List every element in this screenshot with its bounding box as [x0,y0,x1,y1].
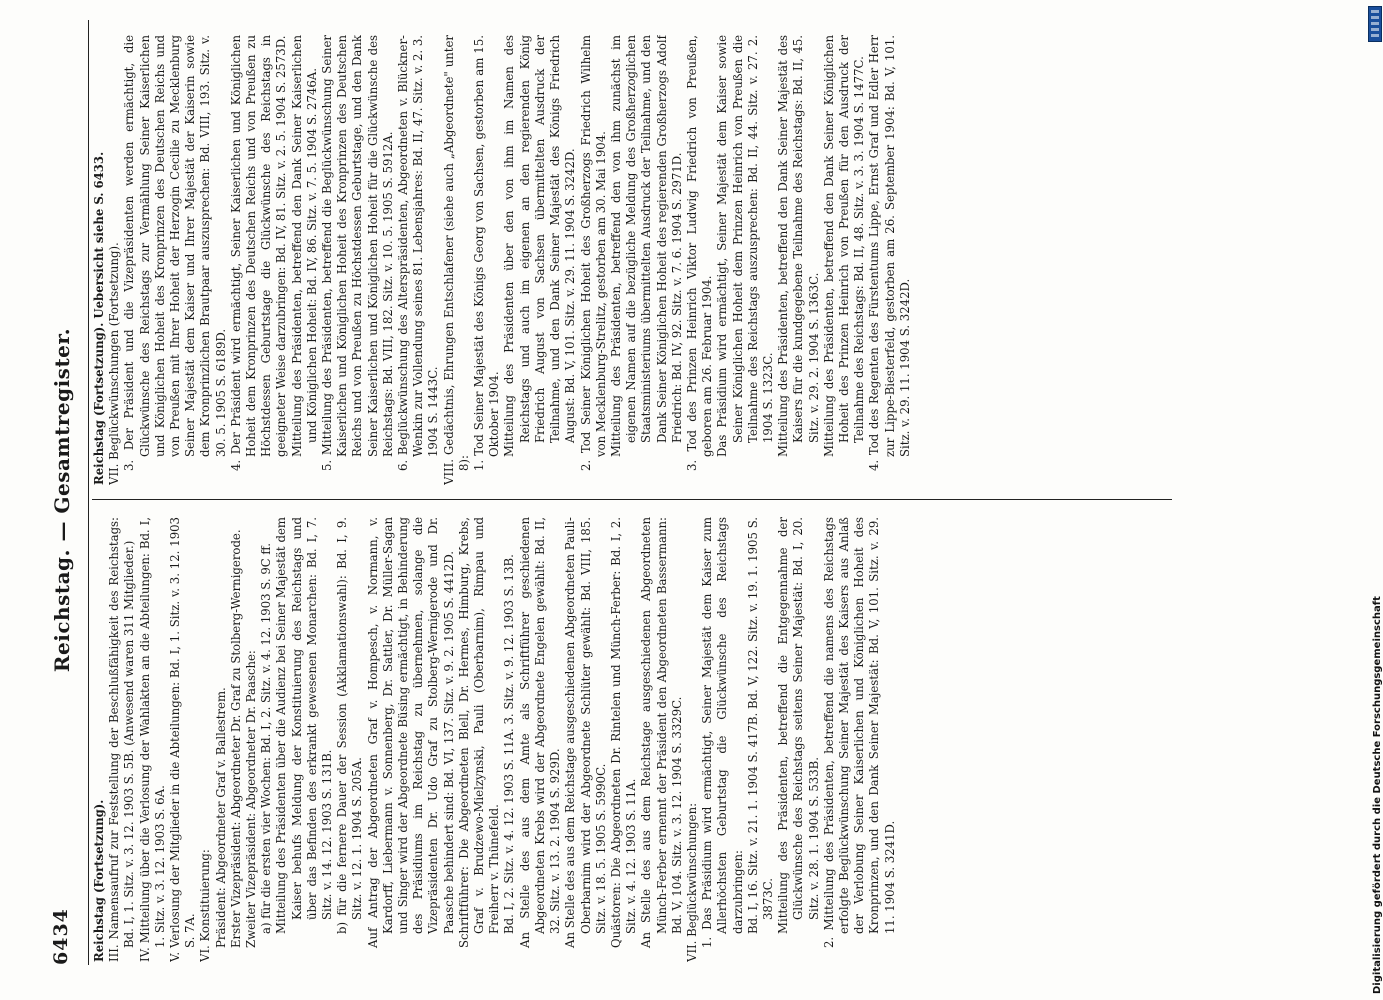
left-entry: Mitteilung des Präsidenten, betreffend die Entgegennahme der Glückwünsche des Reichstags seitens Seiner Majestät: Bd. I, 20. Sitz. v. 28. 1. 1904 S. 533B. [776,517,821,934]
right-entry: 1. Tod Seiner Majestät des Königs Georg von Sachsen, gestorben am 15. Oktober 1904. [472,35,502,471]
left-entry: An Stelle des aus dem Reichstage ausgeschiedenen Abgeordneten Münch-Ferber ernennt der Präsident den Abgeordneten Bassermann: Bd. V, 104. Sitz. v. 3. 12. 1904 S. 3329C. [639,517,684,948]
right-entry: 4. Tod des Regenten des Fürstentums Lippe, Ernst Graf und Edler Herr zur Lippe-Biesterfeld, gestorben am 26. September 1904: Bd. V, 101. Sitz. v. 29. 11. 1904 S. 3242D. [867,35,912,471]
left-entry: Präsident: Abgeordneter Graf v. Ballestrem. [213,687,228,948]
digitization-credit: Digitalisierung gefördert durch die Deutsche Forschungsgemeinschaft [1372,596,1383,994]
right-entry: Mitteilung des Präsidenten über den von ihm im Namen des Reichstags und auch im eigenen an den regierenden König Friedrich August von Sachsen übermittelten Ausdruck der Teilnahme, und den Dank Seiner Majestät des Königs Friedrich August: Bd. V, 101. Sitz. v. 29. 11. 1904 S. 3242D. [502,35,578,457]
left-entry: III. Namensaufruf zur Feststellung der Beschlußfähigkeit des Reichstags: Bd. I, 1. Sitz. v. 3. 12. 1903 S. 5B. (Anwesend waren 311 Mitglieder.) [107,517,137,962]
left-entry: b) für die fernere Dauer der Session (Akklamationswahl): Bd. I, 9. Sitz. v. 12. 1. 1904 S. 205A. [335,517,365,934]
left-entry: Bd. I, 16. Sitz. v. 21. 1. 1904 S. 417B. Bd. V, 122. Sitz. v. 19. 1. 1905 S. 3873C. [745,517,775,934]
left-entry: Quästoren: Die Abgeordneten Dr. Rintelen und Münch-Ferber: Bd. I, 2. Sitz. v. 4. 12. 1903 S. 11A. [608,517,639,948]
right-entry: 3. Tod des Prinzen Heinrich Viktor Ludwig Friedrich von Preußen, geboren am 26. Februar 1904. [684,35,715,471]
right-entry: 2. Tod Seiner Königlichen Hoheit des Großherzogs Friedrich Wilhelm von Mecklenburg-Strelitz, gestorben am 30. Mai 1904. [578,35,608,471]
right-column [92,35,1182,485]
right-entry: Mitteilung des Präsidenten, betreffend den Dank Seiner Kaiserlichen und Königlichen Hoheit: Bd. IV, 86. Sitz. v. 7. 5. 1904 S. 2746A. [289,35,319,457]
column-divider [92,499,1172,500]
right-entry: 4. Der Präsident wird ermächtigt, Seiner Kaiserlichen und Königlichen Hoheit dem Kronprinzen des Deutschen Reichs und von Preußen zu Höchstdessen Geburtstage die Glückwünsche des Reichstags in geeigneter Weise darzubringen: Bd. IV, 81. Sitz. v. 2. 5. 1904 S. 2573D. [228,35,289,471]
right-entry: VIII. Gedächtnis, Ehrungen Entschlafener (siehe auch „Abgeordnete" unter 8): [441,35,471,485]
left-column [92,517,1182,962]
right-entry: 3. Der Präsident und die Vizepräsidenten werden ermächtigt, die Glückwünsche des Reichstags zur Vermählung Seiner Kaiserlichen und Königlichen Hoheit des Kronprinzen des Deutschen Reichs und von Preußen mit Ihrer Hoheit der Herzogin Cecilie zu Mecklenburg Seiner Majestät dem Kaiser und Ihrer Majestät der Kaiserin sowie dem Kronprinzlichen Brautpaar auszusprechen: Bd. VIII, 193. Sitz. v. 30. 5. 1905 S. 6189D. [122,35,228,471]
left-entry: VI. Konstituierung: [198,849,213,962]
left-entry: Mitteilung des Präsidenten über die Audienz bei Seiner Majestät dem Kaiser behufs Meldung der Konstituierung des Reichstags und über das Befinden des erkrankt gewesenen Monarchen: Bd. I, 7. Sitz. v. 14. 12. 1903 S. 131B. [274,517,335,934]
left-entry: a) für die ersten vier Wochen: Bd. I, 2. Sitz. v. 4. 12. 1903 S. 9C ff. [259,542,274,934]
header-rule [88,20,89,965]
left-entry: An Stelle des aus dem Amte als Schriftführer geschiedenen Abgeordneten Krebs wird der Abgeordnete Engelen gewählt: Bd. II, 32. Sitz. v. 13. 2. 1904 S. 929D. [517,517,563,948]
left-entry: Zweiter Vizepräsident: Abgeordneter Dr. Paasche: [244,650,259,948]
left-entry: 1. Das Präsidium wird ermächtigt, Seiner Majestät dem Kaiser zum Allerhöchsten Geburtstag die Glückwünsche des Reichstags darzubringen: [700,517,745,948]
right-entry: VII. Beglückwünschungen (Fortsetzung). [107,242,122,485]
page-title: Reichstag. — Gesamtregister. [50,327,74,673]
left-entry: An Stelle des aus dem Reichstage ausgeschiedenen Abgeordneten Pauli-Oberbarnim wird der Abgeordnete Schlüter gewählt: Bd. VIII, 185. Sitz. v. 18. 5. 1905 S. 5990C. [563,517,608,948]
left-entry: V. Verlosung der Mitglieder in die Abteilungen: Bd. I, 1. Sitz. v. 3. 12. 1903 S. 7A. [168,517,198,962]
right-entry: 5. Mitteilung des Präsidenten, betreffend die Beglückwünschung Seiner Kaiserlichen und Königlichen Hoheit des Kronprinzen des Deutschen Reichs und von Preußen zu Höchstdessen Geburtstage, und den Dank Seiner Kaiserlichen und Königlichen Hoheit für die Glückwünsche des Reichstags: Bd. VIII, 182. Sitz. v. 10. 5. 1905 S. 5912A. [320,35,395,471]
left-entry: IV. Mitteilung über die Verlosung der Wahlakten an die Abteilungen: Bd. I, 1. Sitz. v. 3. 12. 1903 S. 6A. [137,517,167,962]
left-entry: Schriftführer: Die Abgeordneten Blell, Dr. Hermes, Himburg, Krebs, Graf v. Brudzewo-Mielzynski, Pauli (Oberbarnim), Rimpau und Freiherr v. Thünefeld. [456,517,502,948]
left-entry: Auf Antrag der Abgeordneten Graf v. Hompesch, v. Normann, v. Kardorff, Liebermann v. Sonnenberg, Dr. Sattler, Dr. Müller-Sagan und Singer wird der Abgeordnete Büsing ermächtigt, in Behinderung des Präsidiums im Reichstag zu übernehmen, solange die Vizepräsidenten Dr. Udo Graf zu Stolberg-Wernigerode und Dr. Paasche behindert sind: Bd. VI, 137. Sitz. v. 9. 2. 1905 S. 4412D. [365,517,456,948]
left-entry: Erster Vizepräsident: Abgeordneter Dr. Graf zu Stolberg-Wernigerode. [228,529,243,948]
page-number: 6434 [50,908,72,965]
right-entry: Mitteilung des Präsidenten, betreffend den Dank Seiner Königlichen Hoheit des Prinzen Heinrich von Preußen für den Ausdruck der Teilnahme des Reichstags: Bd. II, 48. Sitz. v. 3. 3. 1904 S. 1477C. [821,35,867,457]
dfg-logo-icon [1368,6,1382,42]
right-entry: Das Präsidium wird ermächtigt, Seiner Majestät dem Kaiser sowie Seiner Königlichen Hoheit dem Prinzen Heinrich von Preußen die Teilnahme des Reichstags auszusprechen: Bd. II, 44. Sitz. v. 27. 2. 1904 S. 1323C. [715,35,775,457]
right-entry: Reichstag (Fortsetzung). Uebersicht siehe S. 6433. [92,151,106,485]
right-entry: Mitteilung des Präsidenten, betreffend den Dank Seiner Majestät des Kaisers für die kundgegebene Teilnahme des Reichstags: Bd. II, 45. Sitz. v. 29. 2. 1904 S. 1363C. [776,35,821,457]
right-entry: Mitteilung des Präsidenten, betreffend den von ihm zunächst im eigenen Namen auf die bezügliche Meldung des Großherzoglichen Staatsministeriums übermittelten Ausdruck der Teilnahme, und den Dank Seiner Königlichen Hoheit des regierenden Großherzogs Adolf Friedrich: Bd. IV, 92. Sitz. v. 7. 6. 1904 S. 2971D. [608,35,684,457]
right-entry: 6. Beglückwünschung des Alterspräsidenten, Abgeordneten v. Blückner-Wenkin zur Vollendung seines 81. Lebensjahres: Bd. II, 47. Sitz. v. 2. 3. 1904 S. 1443C. [396,35,441,471]
left-entry: VII. Beglückwünschungen: [684,802,699,962]
left-entry: Reichstag (Fortsetzung). [92,799,106,962]
left-entry: 2. Mitteilung des Präsidenten, betreffend die namens des Reichstags erfolgte Beglückwünschung Seiner Majestät des Kaisers aus Anlaß der Verlobung Seiner Kaiserlichen und Königlichen Hoheit des Kronprinzen, und den Dank Seiner Majestät: Bd. V, 101. Sitz. v. 29. 11. 1904 S. 3241D. [821,517,897,948]
left-entry: Bd. I, 2. Sitz. v. 4. 12. 1903 S. 11A. 3. Sitz. v. 9. 12. 1903 S. 13B. [502,554,517,934]
